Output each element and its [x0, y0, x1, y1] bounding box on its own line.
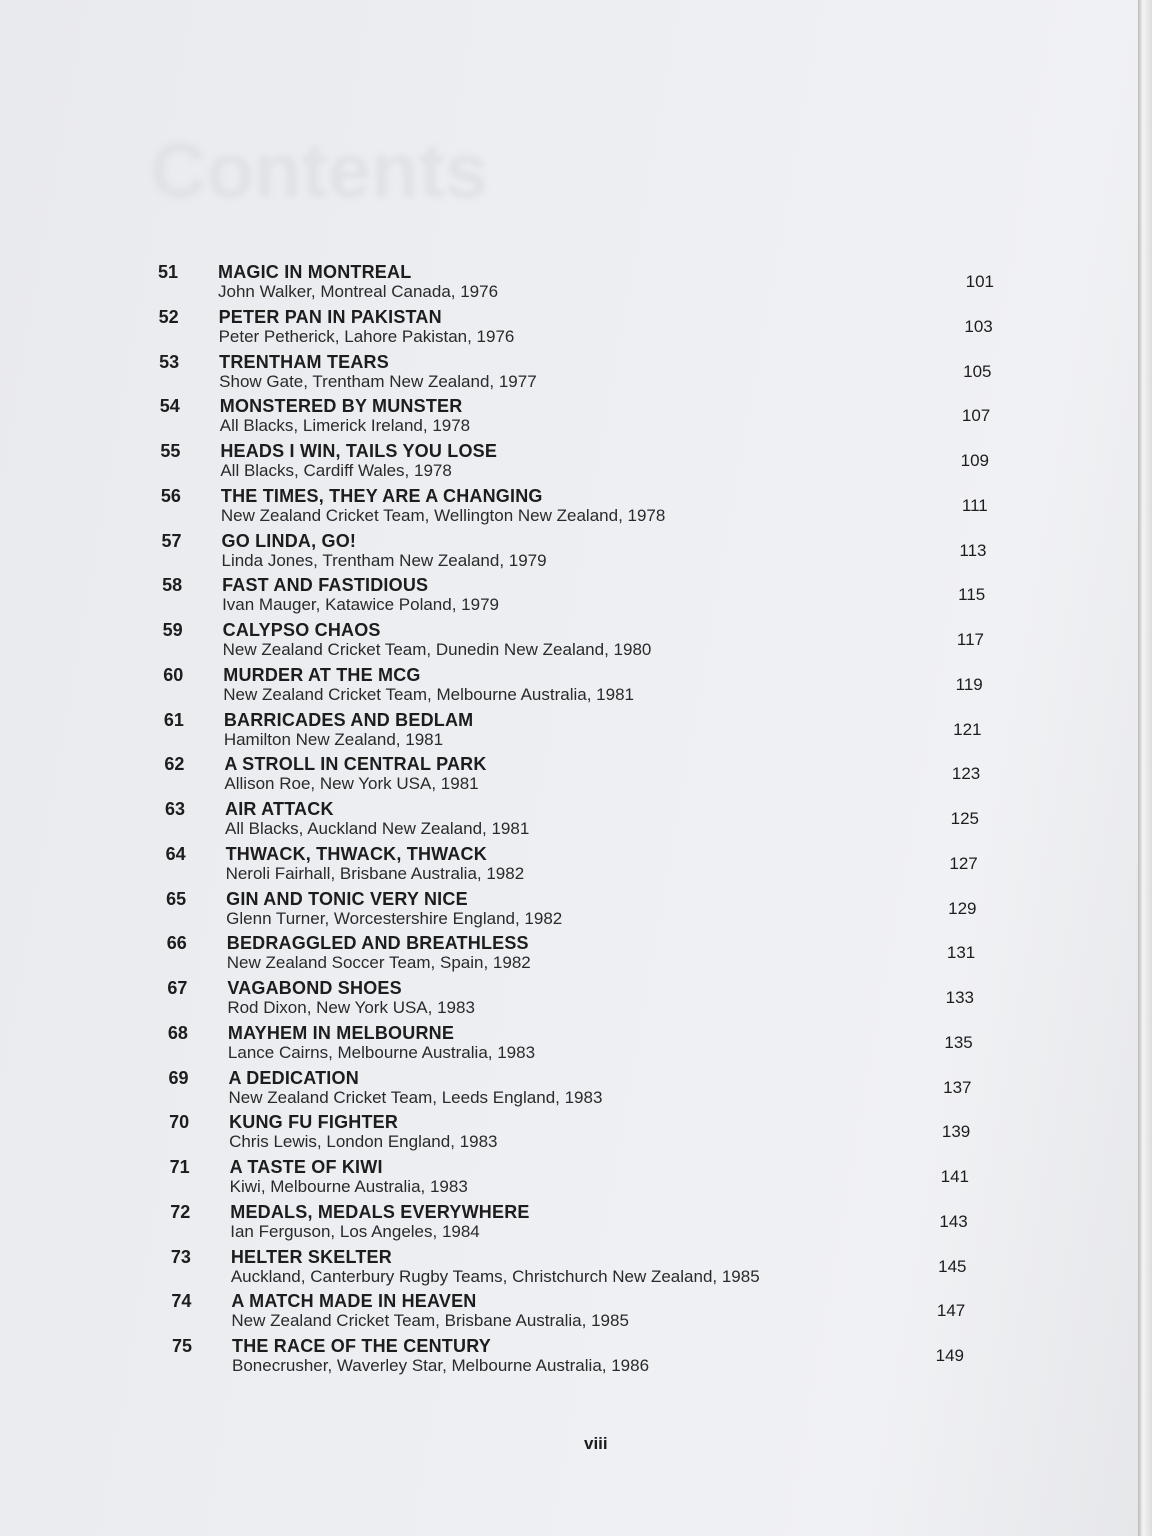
entry-number: 56 [160, 485, 181, 506]
entry-subtitle: Peter Petherick, Lahore Pakistan, 1976 [218, 326, 515, 346]
entry-number: 67 [167, 978, 188, 998]
entry-number: 66 [166, 933, 187, 954]
entry-number: 64 [165, 843, 186, 864]
entry-subtitle: All Blacks, Limerick Ireland, 1978 [219, 416, 471, 436]
toc-entry [169, 1068, 1069, 1112]
toc-entry [160, 441, 1060, 485]
entry-title: A MATCH MADE IN HEAVEN [231, 1291, 477, 1312]
entry-subtitle: John Walker, Montreal Canada, 1976 [218, 282, 499, 301]
entry-number: 75 [172, 1336, 193, 1356]
page-folio: viii [584, 1434, 608, 1453]
toc-entry [159, 352, 1059, 396]
entry-number: 63 [165, 799, 186, 819]
entry-title: VAGABOND SHOES [227, 978, 402, 998]
entry-title: CALYPSO CHAOS [222, 620, 381, 640]
entry-title: GO LINDA, GO! [221, 530, 357, 551]
entry-subtitle: New Zealand Cricket Team, Wellington New Zealand, 1978 [220, 505, 666, 525]
entry-page-number: 141 [940, 1167, 969, 1186]
entry-subtitle: Rod Dixon, New York USA, 1983 [227, 998, 475, 1017]
toc-entry [166, 844, 1066, 888]
entry-page-number: 129 [948, 898, 977, 918]
toc-entry [164, 710, 1064, 754]
entry-page-number: 147 [936, 1301, 966, 1321]
entry-page-number: 121 [953, 719, 982, 739]
entry-subtitle: Show Gate, Trentham New Zealand, 1977 [219, 371, 537, 391]
entry-number: 57 [161, 530, 182, 551]
toc-entry [170, 1202, 1070, 1246]
toc-entry [158, 262, 1058, 306]
entry-page-number: 105 [963, 361, 992, 381]
entry-page-number: 125 [950, 809, 979, 828]
entry-subtitle: Neroli Fairhall, Brisbane Australia, 1982 [225, 863, 525, 883]
entry-subtitle: Kiwi, Melbourne Australia, 1983 [229, 1177, 468, 1196]
entry-page-number: 115 [958, 585, 986, 605]
entry-page-number: 149 [935, 1346, 964, 1365]
entry-title: MAGIC IN MONTREAL [218, 262, 412, 282]
entry-title: GIN AND TONIC VERY NICE [226, 888, 468, 909]
toc-entry [167, 933, 1067, 977]
entry-number: 61 [163, 709, 184, 730]
entry-title: MONSTERED BY MUNSTER [219, 396, 463, 417]
entry-subtitle: Ian Ferguson, Los Angeles, 1984 [230, 1221, 480, 1241]
entry-page-number: 135 [944, 1032, 973, 1052]
toc-entry [160, 396, 1060, 440]
entry-subtitle: All Blacks, Auckland New Zealand, 1981 [225, 819, 530, 838]
entry-page-number: 117 [956, 630, 984, 649]
entry-subtitle: Chris Lewis, London England, 1983 [229, 1132, 498, 1152]
entry-number: 58 [162, 575, 183, 596]
entry-subtitle: Allison Roe, New York USA, 1981 [224, 774, 479, 794]
entry-title: A TASTE OF KIWI [229, 1157, 383, 1177]
entry-number: 70 [169, 1112, 190, 1133]
entry-title: MEDALS, MEDALS EVERYWHERE [230, 1201, 530, 1222]
toc-entry [166, 889, 1066, 933]
entry-page-number: 139 [941, 1122, 971, 1142]
entry-subtitle: New Zealand Cricket Team, Leeds England, 1983 [228, 1087, 603, 1107]
entry-subtitle: Hamilton New Zealand, 1981 [223, 729, 444, 749]
entry-number: 73 [170, 1246, 191, 1267]
entry-page-number: 133 [945, 988, 974, 1007]
entry-subtitle: Bonecrusher, Waverley Star, Melbourne Australia, 1986 [232, 1356, 650, 1375]
entry-title: MURDER AT THE MCG [223, 664, 421, 685]
entry-number: 74 [171, 1291, 192, 1312]
entry-title: FAST AND FASTIDIOUS [222, 575, 429, 596]
entry-number: 62 [164, 754, 185, 775]
toc-entry [165, 799, 1065, 843]
entry-page-number: 113 [959, 540, 987, 560]
toc-entry [171, 1291, 1071, 1335]
entry-title: THE TIMES, THEY ARE A CHANGING [220, 485, 543, 506]
entry-title: KUNG FU FIGHTER [229, 1112, 399, 1133]
entry-page-number: 119 [955, 674, 983, 694]
toc-entry [167, 978, 1067, 1022]
page-edge [1138, 0, 1152, 1536]
toc-entry [171, 1247, 1071, 1291]
entry-number: 59 [162, 620, 183, 640]
toc-entry [168, 1023, 1068, 1067]
entry-subtitle: All Blacks, Cardiff Wales, 1978 [220, 461, 452, 480]
entry-page-number: 143 [939, 1211, 968, 1231]
entry-title: HELTER SKELTER [230, 1246, 392, 1267]
entry-number: 51 [158, 262, 179, 282]
entry-page-number: 111 [961, 495, 988, 515]
entry-subtitle: New Zealand Cricket Team, Dunedin New Zealand, 1980 [222, 640, 652, 659]
entry-number: 52 [158, 306, 179, 327]
entry-number: 68 [167, 1022, 188, 1043]
toc-entry [169, 1112, 1069, 1156]
entry-number: 54 [159, 396, 180, 417]
entry-title: AIR ATTACK [225, 799, 334, 819]
entry-title: PETER PAN IN PAKISTAN [218, 306, 442, 327]
toc-entry [161, 486, 1061, 530]
entry-page-number: 131 [946, 943, 976, 963]
entry-title: BEDRAGGLED AND BREATHLESS [226, 933, 529, 954]
entry-page-number: 101 [965, 272, 994, 291]
toc-entry [170, 1157, 1070, 1201]
entry-title: A DEDICATION [228, 1067, 359, 1088]
entry-number: 71 [169, 1157, 190, 1177]
show-through-heading: Contents [150, 126, 488, 214]
entry-title: MAYHEM IN MELBOURNE [227, 1022, 455, 1043]
entry-title: THWACK, THWACK, THWACK [225, 843, 487, 864]
entry-title: BARRICADES AND BEDLAM [223, 709, 474, 730]
entry-number: 69 [168, 1067, 189, 1088]
entry-page-number: 107 [961, 406, 991, 426]
entry-number: 55 [160, 441, 181, 461]
toc-entry [164, 754, 1064, 798]
entry-number: 53 [159, 351, 180, 372]
entry-page-number: 137 [943, 1077, 972, 1097]
entry-title: THE RACE OF THE CENTURY [232, 1336, 491, 1356]
entry-title: HEADS I WIN, TAILS YOU LOSE [220, 441, 498, 461]
toc-entry [162, 531, 1062, 575]
entry-subtitle: Ivan Mauger, Katawice Poland, 1979 [222, 595, 499, 615]
entry-subtitle: Lance Cairns, Melbourne Australia, 1983 [227, 1042, 536, 1062]
entry-page-number: 145 [938, 1256, 967, 1276]
entry-subtitle: New Zealand Cricket Team, Melbourne Australia, 1981 [223, 684, 634, 704]
entry-page-number: 127 [949, 853, 978, 873]
entry-title: TRENTHAM TEARS [219, 351, 389, 372]
entry-subtitle: Linda Jones, Trentham New Zealand, 1979 [221, 550, 547, 570]
entry-page-number: 109 [960, 451, 989, 470]
toc-entry [163, 665, 1063, 709]
entry-number: 60 [163, 664, 184, 685]
entry-number: 72 [170, 1201, 191, 1222]
entry-subtitle: New Zealand Cricket Team, Brisbane Australia, 1985 [231, 1311, 629, 1331]
entry-subtitle: Glenn Turner, Worcestershire England, 1982 [226, 908, 563, 928]
entry-page-number: 103 [964, 316, 993, 336]
toc-entry [159, 307, 1059, 351]
toc-entry [163, 620, 1063, 664]
entry-subtitle: New Zealand Soccer Team, Spain, 1982 [226, 953, 531, 973]
entry-title: A STROLL IN CENTRAL PARK [224, 754, 487, 775]
entry-page-number: 123 [951, 764, 981, 784]
entry-subtitle: Auckland, Canterbury Rugby Teams, Christchurch New Zealand, 1985 [230, 1266, 760, 1286]
toc-entry [172, 1336, 1072, 1380]
entry-number: 65 [166, 888, 187, 909]
toc-entry [162, 575, 1062, 619]
